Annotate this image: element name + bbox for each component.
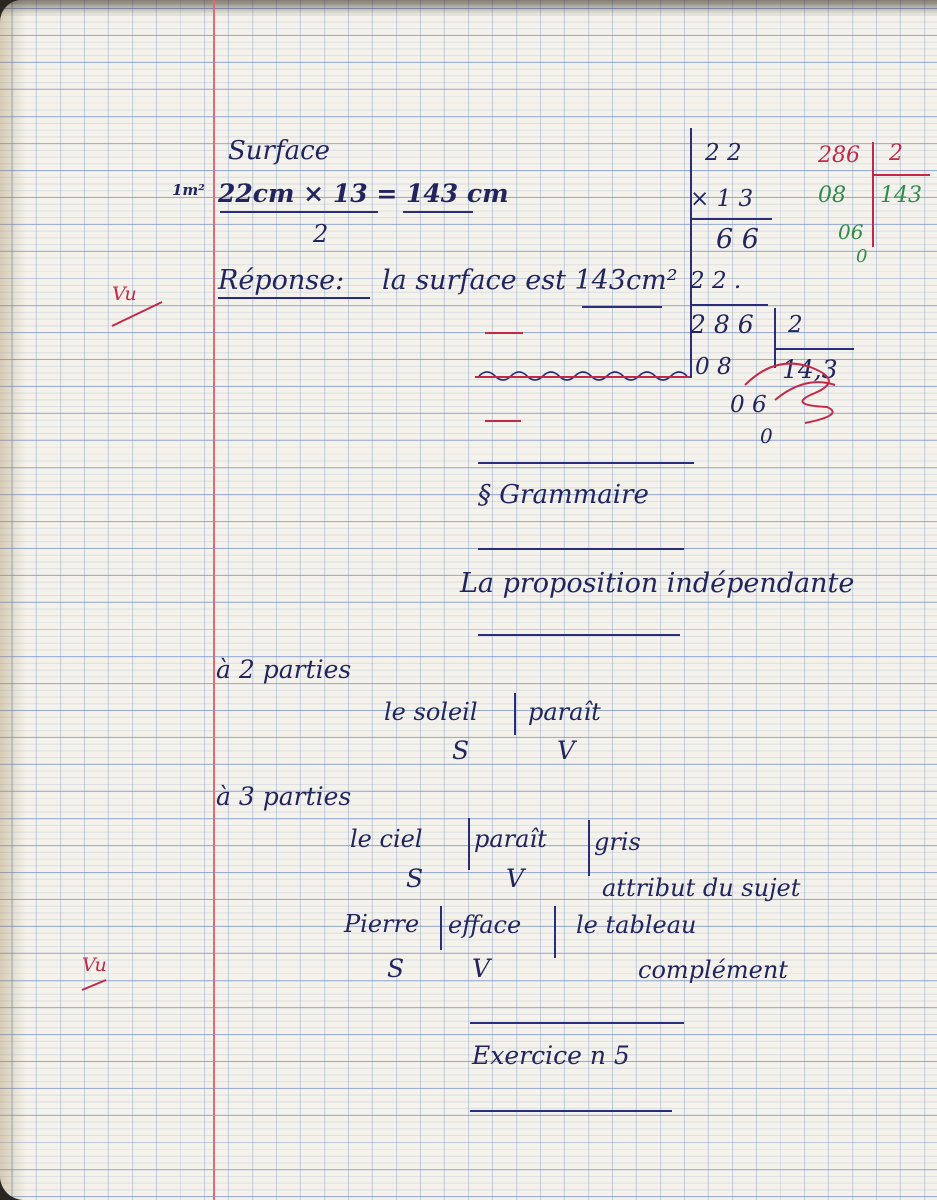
role-label: S xyxy=(387,954,405,983)
three-parts-label: à 3 parties xyxy=(216,782,352,811)
multiplication-rule xyxy=(690,218,772,220)
grade-mark: Vu xyxy=(82,954,107,976)
role-label: V xyxy=(557,736,576,765)
multiplication-row: × 1 3 xyxy=(690,186,754,212)
multiplication-row: 6 6 xyxy=(716,224,759,255)
section-rule xyxy=(478,462,694,464)
correction-scribble xyxy=(735,345,855,435)
crossed-out-scribble xyxy=(475,366,705,386)
word-separator xyxy=(588,820,590,876)
division-quotient: 14,3 xyxy=(782,355,838,384)
sentence-word: efface xyxy=(448,911,522,939)
grammar-note: complément xyxy=(638,956,788,984)
section-rule xyxy=(478,634,680,636)
result-underline xyxy=(403,211,473,213)
division-remainder: 0 6 xyxy=(730,392,767,418)
grammar-heading: § Grammaire xyxy=(478,480,649,510)
page-edge-shadow xyxy=(0,0,26,1200)
colored-divisor: 2 xyxy=(889,141,903,166)
sentence-word: le ciel xyxy=(350,825,423,853)
colored-dividend: 286 xyxy=(818,143,860,168)
multiplication-rule xyxy=(690,304,768,306)
division-remainder: 0 xyxy=(760,424,773,448)
colored-quotient: 143 xyxy=(880,183,922,208)
surface-calc-prefix: 1m² xyxy=(172,181,205,199)
two-parts-label: à 2 parties xyxy=(216,655,352,684)
exercise-title: Exercice n 5 xyxy=(472,1041,630,1070)
fraction-bar xyxy=(220,211,378,213)
role-label: S xyxy=(452,736,470,765)
word-separator xyxy=(554,906,556,958)
division-divisor: 2 xyxy=(788,312,803,338)
grade-mark-underline xyxy=(80,978,120,998)
word-separator xyxy=(514,693,516,735)
multiplication-row: 2 2 xyxy=(705,140,742,166)
sentence-word: paraît xyxy=(474,825,547,853)
multiplication-row: 2 2 . xyxy=(690,268,742,294)
surface-calc-numerator: 22cm × 13 = 143 cm xyxy=(218,179,509,208)
strike-mark xyxy=(485,332,523,334)
sentence-word: paraît xyxy=(528,698,601,726)
section-rule xyxy=(478,548,684,550)
page-top-shadow xyxy=(0,0,937,16)
word-separator xyxy=(440,906,442,950)
word-separator xyxy=(468,818,470,870)
role-label: V xyxy=(506,864,525,893)
answer-label-underline xyxy=(218,297,370,299)
margin-line xyxy=(213,0,215,1200)
section-rule xyxy=(470,1022,684,1024)
division-remainder: 0 8 xyxy=(695,354,732,380)
grammar-subheading: La proposition indépendante xyxy=(460,568,855,599)
section-rule xyxy=(470,1110,672,1112)
answer-text: la surface est 143cm² xyxy=(382,265,678,296)
colored-remainder: 0 xyxy=(856,246,868,267)
surface-title: Surface xyxy=(228,136,331,166)
answer-value-underline xyxy=(582,306,662,308)
colored-remainder: 06 xyxy=(838,220,864,244)
colored-division-rule xyxy=(872,174,930,176)
sentence-word: gris xyxy=(594,828,641,856)
grade-mark-underline xyxy=(110,300,170,330)
sentence-word: le tableau xyxy=(576,911,697,939)
sentence-word: Pierre xyxy=(344,910,420,938)
sentence-word: le soleil xyxy=(384,698,478,726)
role-label: S xyxy=(406,864,424,893)
colored-remainder: 08 xyxy=(818,183,846,208)
grammar-note: attribut du sujet xyxy=(602,874,801,902)
grade-mark: Vu xyxy=(112,283,137,305)
role-label: V xyxy=(472,954,491,983)
colored-division-bar xyxy=(872,142,874,247)
calc-column-line xyxy=(690,128,692,378)
surface-calc-denominator: 2 xyxy=(313,220,329,248)
multiplication-result: 2 8 6 xyxy=(690,310,754,339)
strike-mark xyxy=(485,420,521,422)
answer-label: Réponse: xyxy=(218,265,345,296)
